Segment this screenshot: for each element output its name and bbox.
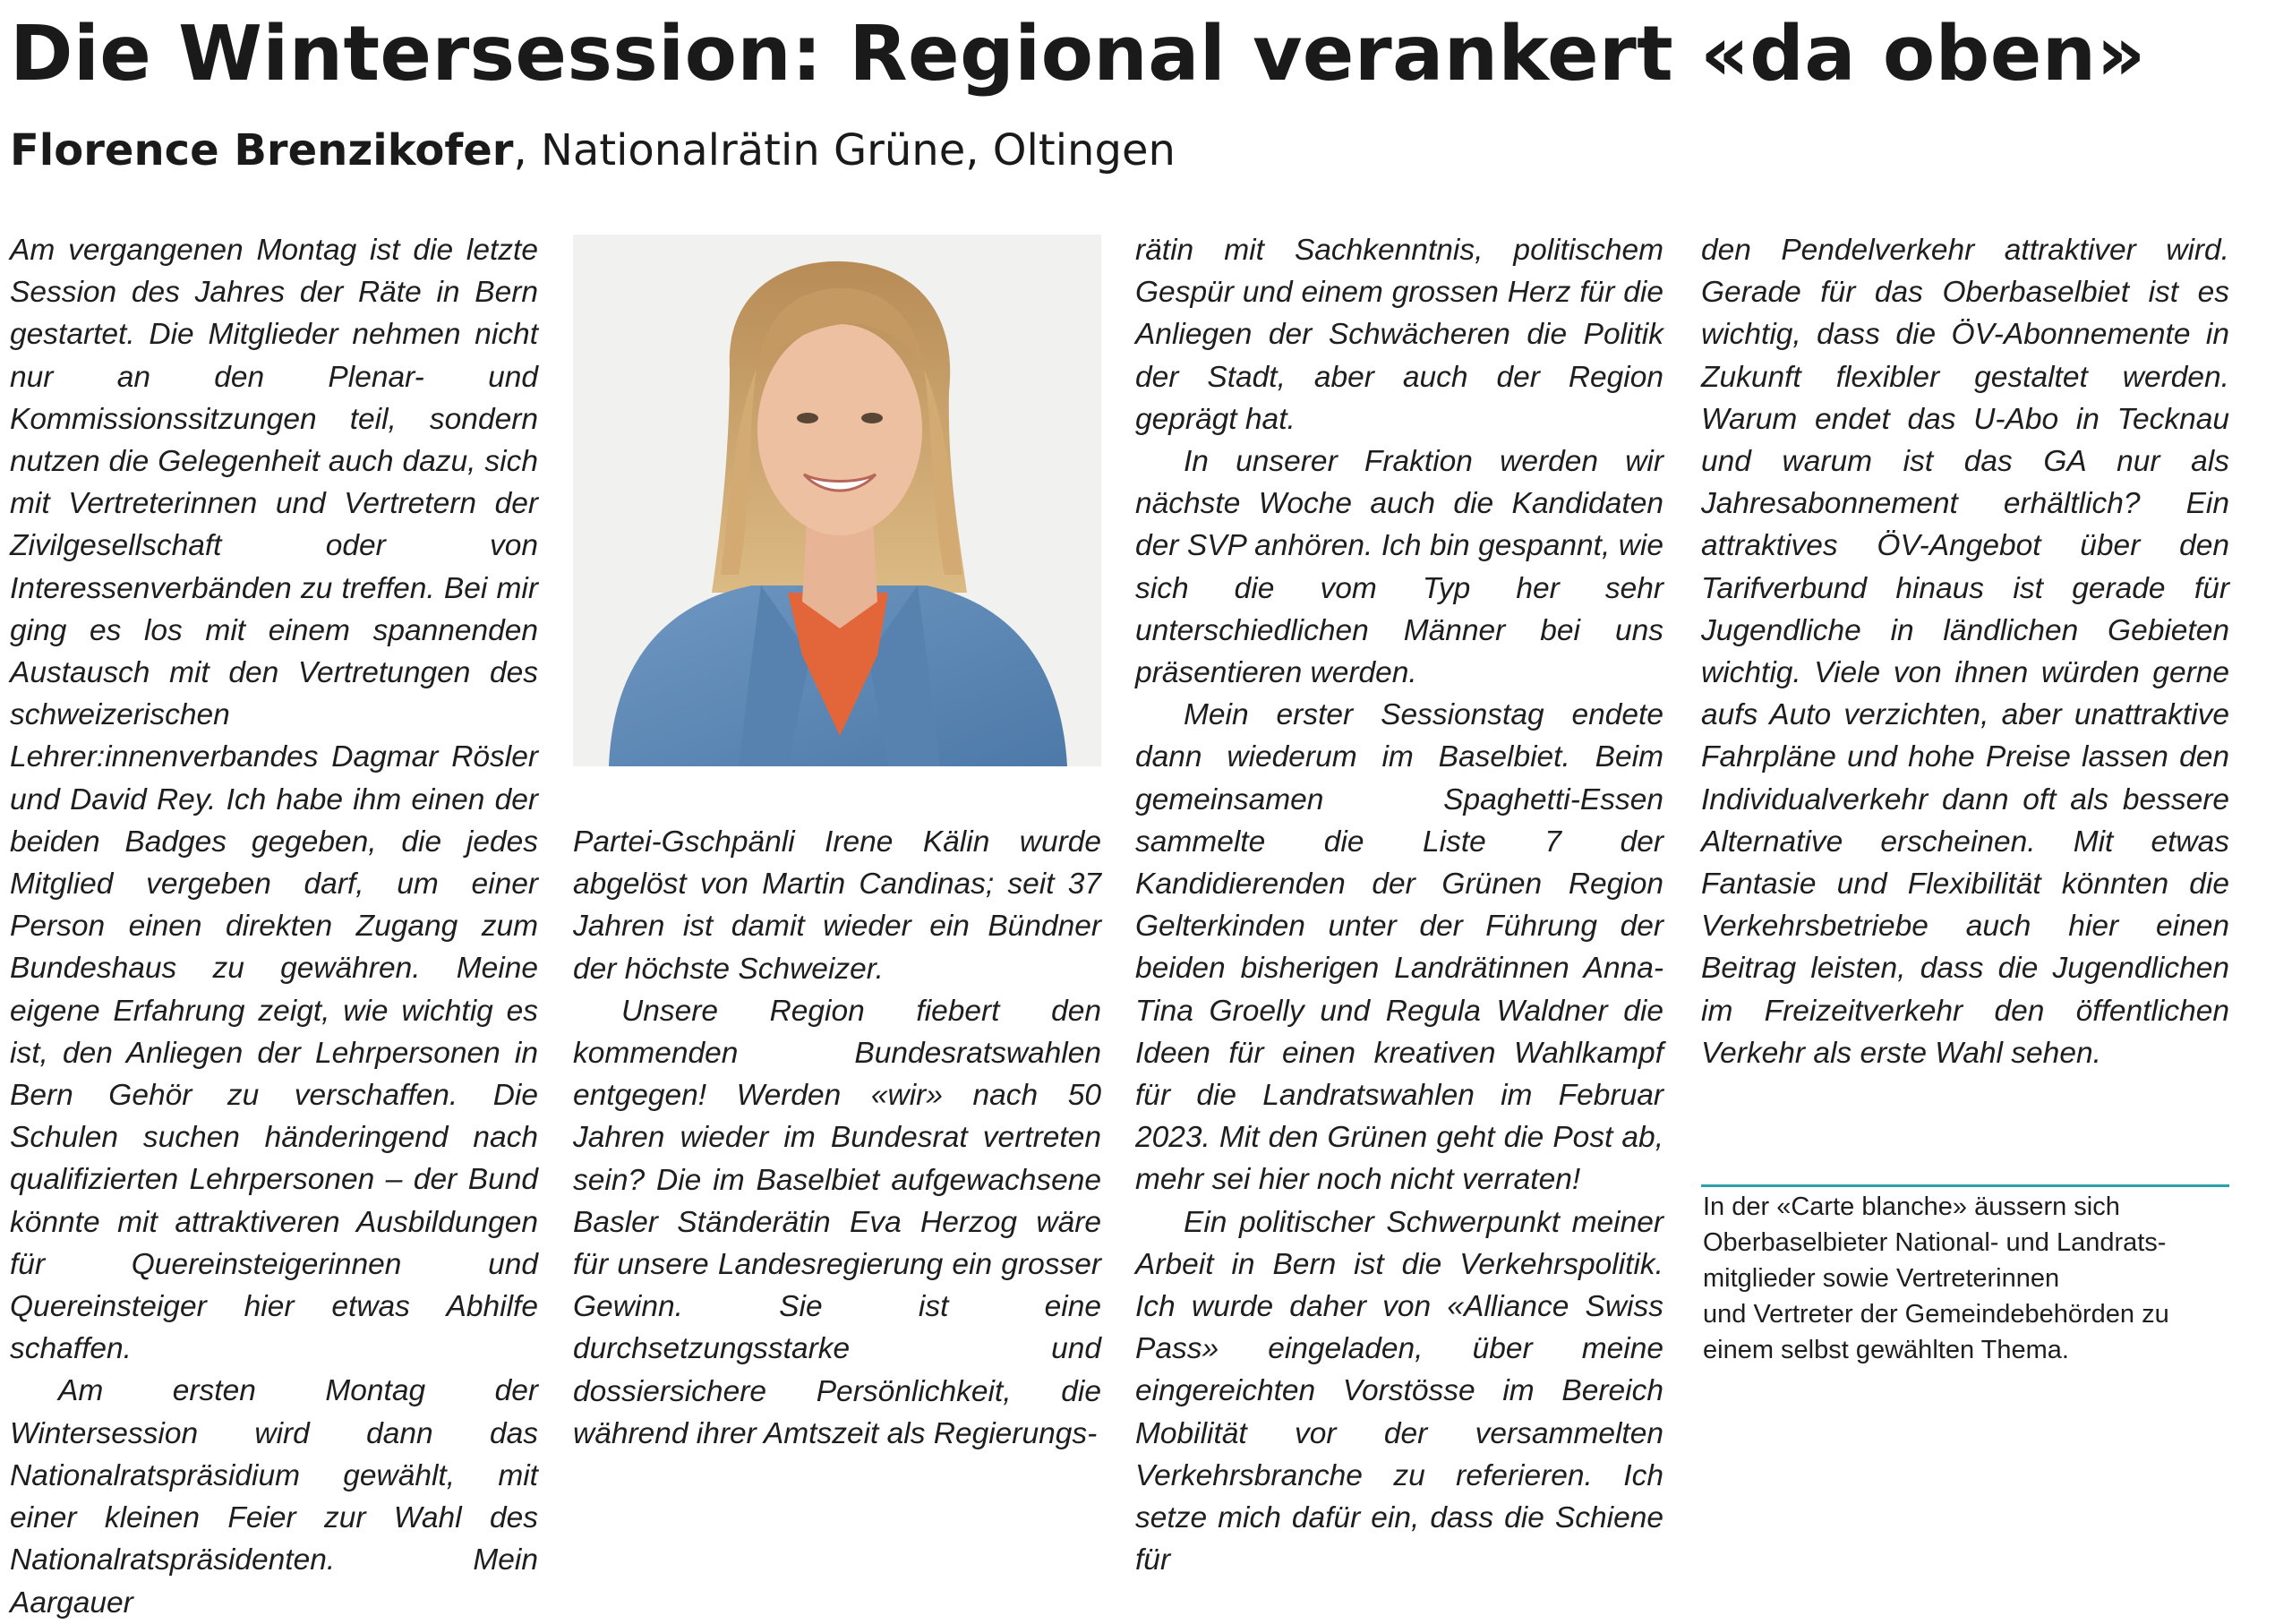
info-box-line: einem selbst gewählten Thema.	[1703, 1336, 2069, 1364]
author-name: Florence Brenzikofer	[10, 125, 514, 175]
paragraph: Partei-Gschpänli Irene Kälin wurde abgelöst von Martin Candinas; seit 37 Jahren ist damit wieder ein Bündner der höchste Schweizer.	[573, 825, 1101, 986]
author-role: , Nationalrätin Grüne, Oltingen	[513, 125, 1176, 175]
info-box-line: mitglieder sowie Vertreterinnen	[1703, 1264, 2060, 1293]
article-column-4	[1701, 229, 2229, 1074]
byline	[10, 124, 1176, 177]
article-column-2	[573, 821, 1101, 1455]
info-box-line: In der «Carte blanche» äussern sich	[1703, 1192, 2120, 1221]
article-column-1	[10, 229, 538, 1624]
paragraph: Unsere Region fiebert den kommenden Bundesratswahlen entgegen! Werden «wir» nach 50 Jahren wieder im Bundesrat vertreten sein? Die im Baselbiet aufgewachsene Basler Ständerätin Eva Herzog wäre für unsere Landesregierung ein grosser Gewinn. Sie ist eine durchsetzungsstarke und dossiersichere Persönlichkeit, die während ihrer Amtszeit als Regierungs-	[573, 994, 1101, 1450]
carte-blanche-info-box	[1703, 1189, 2240, 1368]
info-box-rule	[1701, 1184, 2229, 1187]
info-box-line: und Vertreter der Gemeindebehörden zu	[1703, 1300, 2169, 1329]
paragraph: Am ersten Montag der Wintersession wird dann das Nationalratspräsidium gewählt, mit einer kleinen Feier zur Wahl des Nationalratspräsidenten. Mein Aargauer	[10, 1374, 538, 1620]
headline: Die Wintersession: Regional verankert «da oben»	[10, 10, 2146, 98]
paragraph: rätin mit Sachkenntnis, politischem Gespür und einem grossen Herz für die Anliegen der Schwächeren die Politik der Stadt, aber auch der Region geprägt hat.	[1135, 234, 1663, 436]
paragraph: Am vergangenen Montag ist die letzte Session des Jahres der Räte in Bern gestartet. Die Mitglieder nehmen nicht nur an den Plenar- und Kommissionssitzungen teil, sondern nutzen die Gelegenheit auch dazu, sich mit Vertreterinnen und Vertretern der Zivilgesellschaft oder von Interessenverbänden zu treffen. Bei mir ging es los mit einem spannenden Austausch mit den Vertretungen des schweizerischen Lehrer:innenverbandes Dagmar Rösler und David Rey. Ich habe ihm einen der beiden Badges gegeben, die jedes Mitglied vergeben darf, um einer Person einen direkten Zugang zum Bundeshaus zu gewähren. Meine eigene Erfahrung zeigt, wie wichtig es ist, den Anliegen der Lehrpersonen in Bern Gehör zu verschaffen. Die Schulen suchen händeringend nach qualifizierten Lehrpersonen – der Bund könnte mit attraktiveren Ausbildungen für Quereinsteigerinnen und Quereinsteiger hier etwas Abhilfe schaffen.	[10, 234, 538, 1366]
article-column-3	[1135, 229, 1663, 1582]
portrait-photo	[573, 235, 1101, 766]
info-box-line: Oberbaselbieter National- und Landrats-	[1703, 1228, 2167, 1257]
paragraph: Ein politischer Schwerpunkt meiner Arbeit in Bern ist die Verkehrspolitik. Ich wurde daher von «Alliance Swiss Pass» eingeladen, über meine eingereichten Vorstösse im Bereich Mobilität vor der versammelten Verkehrsbranche zu referieren. Ich setze mich dafür ein, dass die Schiene für	[1135, 1205, 1663, 1577]
paragraph: Mein erster Sessionstag endete dann wiederum im Baselbiet. Beim gemeinsamen Spaghetti-Essen sammelte die Liste 7 der Kandidierenden der Grünen Region Gelterkinden unter der Führung der beiden bisherigen Landrätinnen Anna-Tina Groelly und Regula Waldner die Ideen für einen kreativen Wahlkampf für die Landratswahlen im Februar 2023. Mit den Grünen geht die Post ab, mehr sei hier noch nicht verraten!	[1135, 698, 1663, 1197]
paragraph: In unserer Fraktion werden wir nächste Woche auch die Kandidaten der SVP anhören. Ich bin gespannt, wie sich die vom Typ her sehr unterschiedlichen Männer bei uns präsentieren werden.	[1135, 445, 1663, 690]
paragraph: den Pendelverkehr attraktiver wird. Gerade für das Oberbaselbiet ist es wichtig, dass die ÖV-Abonnemente in Zukunft flexibler gestaltet werden. Warum endet das U-Abo in Tecknau und warum ist das GA nur als Jahresabonnement erhältlich? Ein attraktives ÖV-Angebot über den Tarifverbund hinaus ist gerade für Jugendliche in ländlichen Gebieten wichtig. Viele von ihnen würden gerne aufs Auto verzichten, aber unattraktive Fahrpläne und hohe Preise lassen den Individualverkehr dann oft als bessere Alternative erscheinen. Mit etwas Fantasie und Flexibilität könnten die Verkehrsbetriebe auch hier einen Beitrag leisten, dass die Jugendlichen im Freizeitverkehr den öffentlichen Verkehr als erste Wahl sehen.	[1701, 234, 2229, 1070]
portrait-photo-icon	[573, 235, 1101, 766]
